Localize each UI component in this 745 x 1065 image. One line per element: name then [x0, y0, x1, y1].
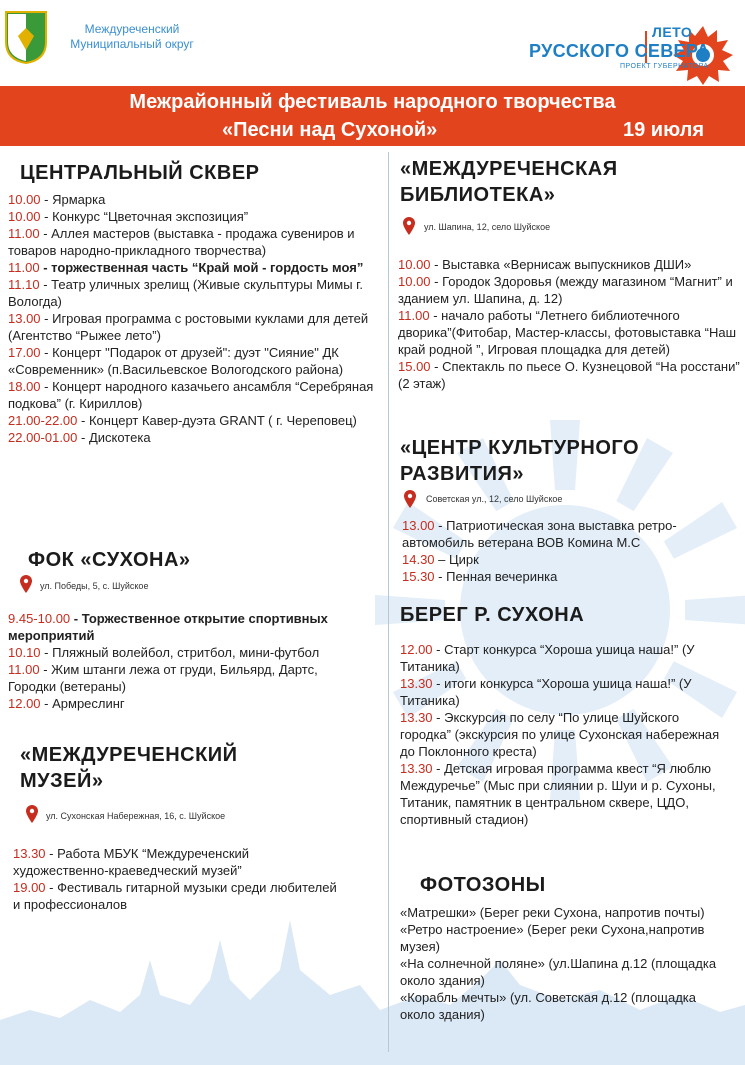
culture-title-line1: «ЦЕНТР КУЛЬТУРНОГО	[400, 437, 640, 459]
event-item: 21.00-22.00 - Концерт Кавер-дуэта GRANT ( г. Череповец)	[8, 413, 357, 428]
event-item: 10.10 - Пляжный волейбол, стритбол, мини-футбол	[8, 645, 320, 660]
municipality-line1: Междуреченский	[84, 22, 180, 36]
leto-line3: ПРОЕКТ ГУБЕРНАТОРА	[620, 63, 709, 70]
event-item: 11.00 - начало работы “Летнего библиотечного дворика”(Фитобар, Мастер-классы, фотовыставка “Наш край родной ”, Игровая площадка для детей)	[398, 308, 737, 357]
section-title-fok: ФОК «СУХОНА»	[28, 549, 191, 571]
events-fok	[8, 610, 338, 712]
location-pin-icon	[20, 575, 32, 593]
library-title-line2: БИБЛИОТЕКА»	[400, 184, 556, 206]
event-item: 22.00-01.00 - Дискотека	[8, 430, 151, 445]
event-item: 13.30 - Детская игровая программа квест “Я люблю Междуречье” (Мыс при слиянии р. Шуи и р. Сухоны, Титаник, памятник в центральном сквере, ЦДО, спортивный стадион)	[400, 761, 716, 827]
festival-title: Межрайонный фестиваль народного творчества	[129, 91, 616, 113]
event-item: 9.45-10.00 - Торжественное открытие спортивных мероприятий	[8, 611, 328, 643]
event-item: 13.30 - Экскурсия по селу “По улице Шуйского городка” (экскурсия по улице Сухонская набережная до Поклонного креста)	[400, 710, 720, 759]
event-item: 11.00 - торжественная часть “Край мой - гордость моя”	[8, 260, 364, 275]
event-item: 19.00 - Фестиваль гитарной музыки среди любителей и профессионалов	[13, 880, 337, 912]
location-pin-icon	[26, 805, 38, 823]
festival-date: 19 июля	[623, 119, 705, 141]
event-item: 11.00 - Жим штанги лежа от груди, Бильярд, Дартс, Городки (ветераны)	[8, 662, 318, 694]
list-item: «На солнечной поляне» (ул.Шапина д.12 (площадка около здания)	[400, 956, 717, 988]
location-pin-icon	[403, 217, 415, 235]
museum-title-line1: «МЕЖДУРЕЧЕНСКИЙ	[20, 744, 238, 766]
event-item: 12.00 - Старт конкурса “Хороша ушица наша!” (У Титаника)	[400, 642, 695, 674]
leto-line2: РУССКОГО СЕВЕРА	[529, 41, 710, 61]
events-central-square	[8, 191, 382, 446]
coat-of-arms-icon	[4, 10, 48, 64]
address-culture-center: Советская ул., 12, село Шуйское	[426, 494, 563, 504]
leto-line1: ЛЕТО	[652, 24, 693, 40]
section-title-photo-zones: ФОТОЗОНЫ	[420, 874, 546, 896]
address-museum: ул. Сухонская Набережная, 16, с. Шуйское	[46, 811, 226, 821]
location-pin-icon	[404, 490, 416, 508]
event-item: 13.00 - Игровая программа с ростовыми куклами для детей (Агентство “Рыжее лето”)	[8, 311, 369, 343]
event-item: 13.30 - итоги конкурса “Хороша ушица наша!” (У Титаника)	[400, 676, 692, 708]
municipality-name	[52, 22, 212, 52]
address-library: ул. Шапина, 12, село Шуйское	[424, 222, 551, 232]
culture-title-line2: РАЗВИТИЯ»	[400, 463, 524, 485]
event-item: 10.00 - Городок Здоровья (между магазином “Магнит” и зданием ул. Шапина, д. 12)	[398, 274, 733, 306]
museum-title-line2: МУЗЕЙ»	[20, 770, 104, 792]
event-item: 10.00 - Конкурс “Цветочная экспозиция”	[8, 209, 249, 224]
event-item: 11.00 - Аллея мастеров (выставка - продажа сувениров и товаров народно-прикладного творчества)	[8, 226, 355, 258]
municipality-line2: Муниципальный округ	[70, 37, 194, 51]
event-item: 18.00 - Концерт народного казачьего ансамбля “Серебряная подкова” (г. Кириллов)	[8, 379, 374, 411]
event-item: 15.30 - Пенная вечеринка	[402, 569, 558, 584]
column-divider	[388, 152, 389, 1052]
section-title-central-square: ЦЕНТРАЛЬНЫЙ СКВЕР	[20, 162, 260, 184]
event-item: 15.00 - Спектакль по пьесе О. Кузнецовой “На росстани” (2 этаж)	[398, 359, 740, 391]
list-item: «Ретро настроение» (Берег реки Сухона,напротив музея)	[400, 922, 705, 954]
event-item: 11.10 - Театр уличных зрелищ (Живые скульптуры Мимы г. Вологда)	[8, 277, 363, 309]
events-culture-center	[402, 517, 737, 585]
events-library	[398, 256, 743, 392]
event-item: 12.00 - Армреслинг	[8, 696, 125, 711]
section-title-library	[400, 156, 618, 208]
events-river-bank	[400, 641, 730, 828]
photo-zones-list	[400, 904, 720, 1023]
event-item: 17.00 - Концерт "Подарок от друзей": дуэт "Сияние" ДК «Современник» (п.Васильевское Вологодского района)	[8, 345, 344, 377]
events-museum	[13, 845, 343, 913]
list-item: «Матрешки» (Берег реки Сухона, напротив почты)	[400, 905, 705, 920]
event-item: 13.00 - Патриотическая зона выставка ретро-автомобиль ветерана ВОВ Комина М.С	[402, 518, 677, 550]
event-item: 10.00 - Ярмарка	[8, 192, 106, 207]
library-title-line1: «МЕЖДУРЕЧЕНСКАЯ	[400, 158, 618, 180]
event-item: 13.30 - Работа МБУК “Междуреченский художественно-краеведческий музей”	[13, 846, 250, 878]
section-title-culture-center	[400, 435, 639, 487]
festival-subtitle: «Песни над Сухоной»	[222, 119, 438, 141]
event-item: 14.30 – Цирк	[402, 552, 479, 567]
list-item: «Корабль мечты» (ул. Советская д.12 (площадка около здания)	[400, 990, 696, 1022]
section-title-museum	[20, 742, 238, 794]
section-title-river-bank: БЕРЕГ Р. СУХОНА	[400, 604, 585, 626]
event-item: 10.00 - Выставка «Вернисаж выпускников ДШИ»	[398, 257, 692, 272]
address-fok: ул. Победы, 5, с. Шуйское	[40, 581, 149, 591]
